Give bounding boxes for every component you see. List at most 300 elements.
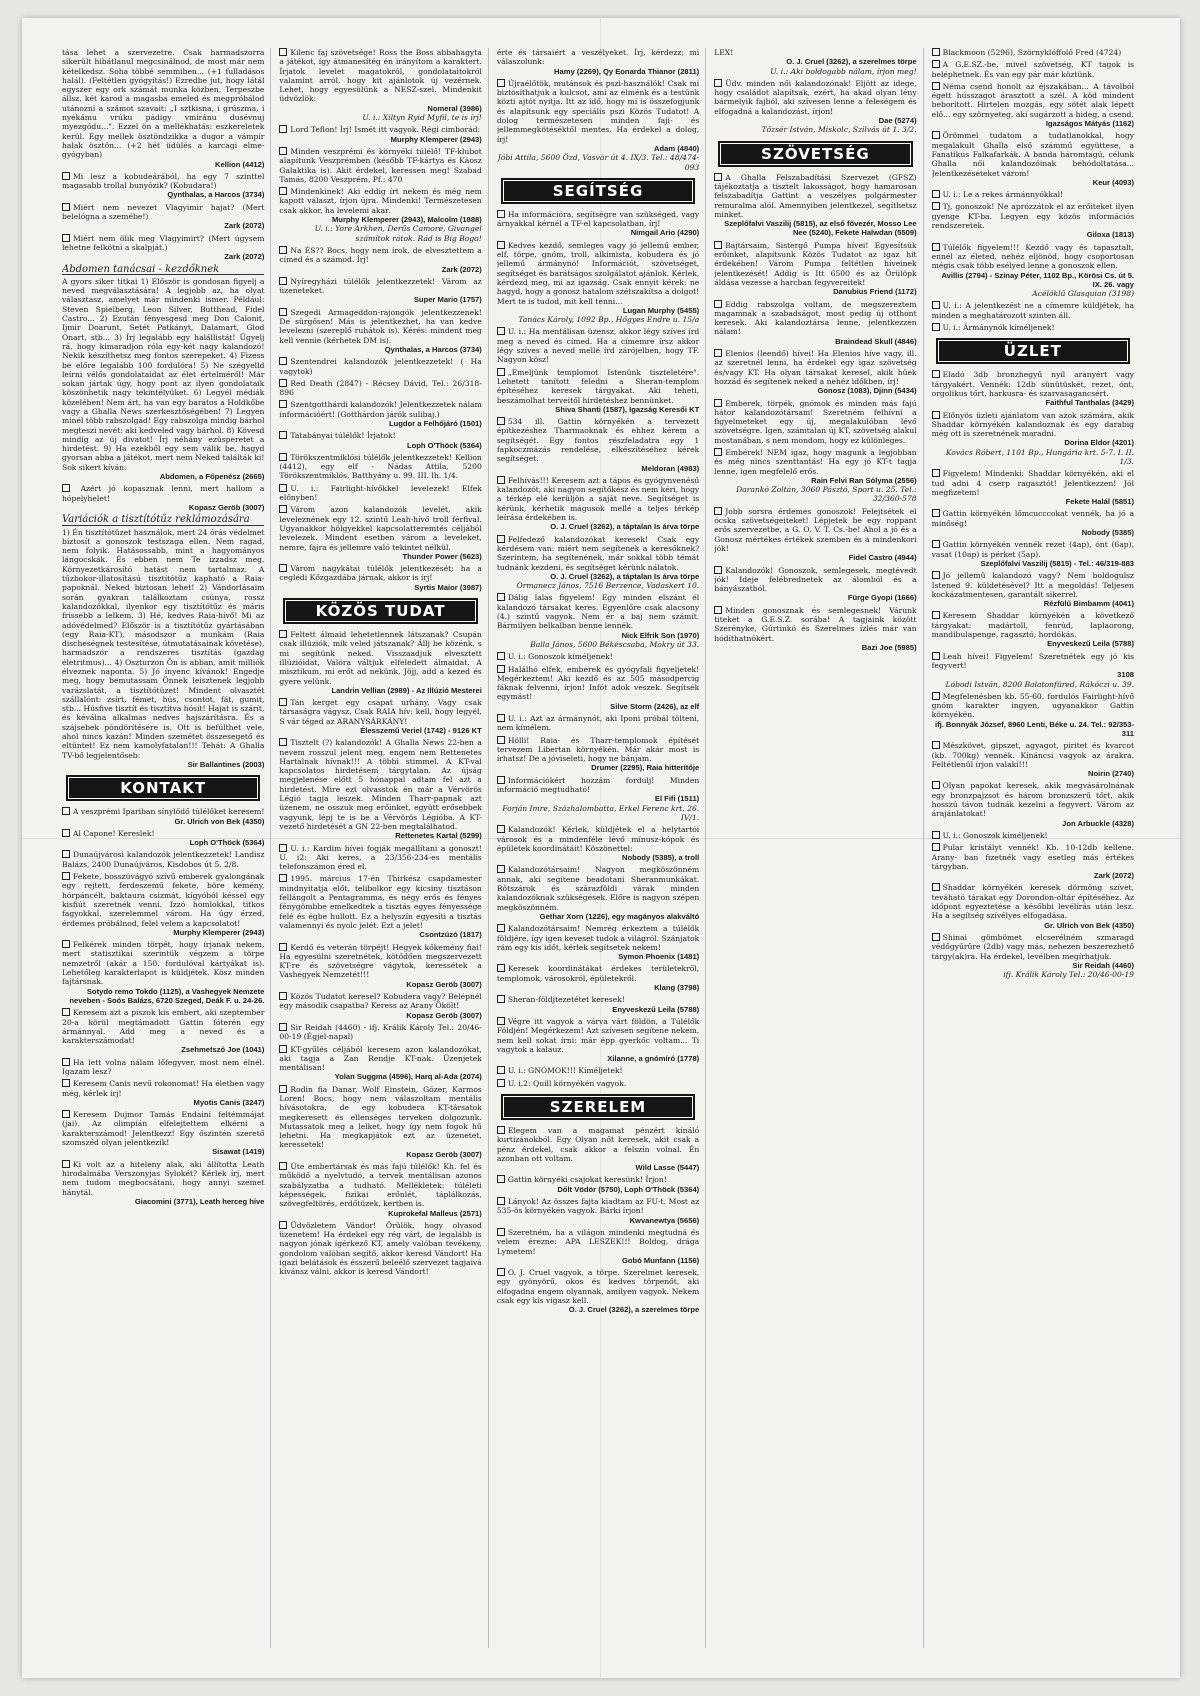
ad-text: Blackmoon (5296), Szörnyklóffolő Fred (4724) <box>942 48 1122 57</box>
ad-text: KT-gyűlés céljából keresem azon kalandozókat, aki tagja a Zan Rendje KT-nak. Üzenjetek mentálisan! <box>279 1044 482 1073</box>
ad-signature: Szeplőfalvi Vaszilij (5815), az első fővezér, Mosso Lee Nee (5240), Fekete Halwdan (5509) <box>724 219 917 238</box>
classified-ad <box>497 665 699 711</box>
checkbox-icon <box>62 1079 70 1087</box>
checkbox-icon <box>279 1023 287 1031</box>
ad-list-kozos-tudat <box>279 630 481 1277</box>
checkbox-icon <box>279 308 287 316</box>
classified-ad <box>497 327 699 364</box>
ad-text: U. i.: Kardim hívei fogják megállítani a gonoszt! U. i2: Aki keres, a 23/356-234-es mentális telefonszámon éred el. <box>279 843 482 872</box>
section-header-kontakt: KONTAKT <box>66 775 260 801</box>
ad-text: Információkért hozzám fordulj! Minden információ megtudható! <box>496 775 700 795</box>
ad-text: Emberek, törpék, gnómok és minden más fajú hátor kalandozótársam! Szeretném felhívni a figyelmeteket egy új, megalakulóban lévő szövetségre. Igen, számtalan új KT, szövetség alakul mostanában, s nem mondom, hogy ez különleges. <box>714 398 917 445</box>
classified-ad <box>714 349 916 395</box>
classified-ad <box>932 741 1134 778</box>
ad-text: Felfedező kalandozókat keresek! Csak egy kérdésem van: miért nem segítenek a keresőknek? Szerintem, ha segítenének, már sokkal több témát tudnánk kezdeni, és segítséget kérünk nálatok. <box>496 534 700 572</box>
ad-list-col1-a <box>62 172 264 262</box>
ad-signature: O. J. Cruel (3262), a táptalan Is árva törpe <box>550 522 700 532</box>
classified-ad <box>497 776 699 822</box>
ad-text: Kalandozók! Gonoszok, semlegesek, megtévedt jók! Ideje felébrednetek az álomból és a bányászatból. <box>714 565 917 594</box>
checkbox-icon <box>497 368 505 376</box>
ad-signature: Sir Ballantines (2003) <box>187 759 265 769</box>
ad-text: Al Capone! Kereslek! <box>73 828 155 838</box>
checkbox-icon <box>497 535 505 543</box>
checkbox-icon <box>279 147 287 155</box>
ad-text: Néma csend honolt az éjszakában... A távolból égett hússzagot árasztott a szél. A köd mindent beborított. Hirtelen mozgás, egy sötét alak lépett elő... egy szörnyeteg, aki sugárzott a hideg, a csend. <box>931 81 1135 119</box>
checkbox-icon <box>714 300 722 308</box>
checkbox-icon <box>279 564 287 572</box>
checkbox-icon <box>62 203 70 211</box>
ad-signature: Zark (2072) <box>224 252 265 262</box>
ad-text: A G.E.SZ.-be, mivel szövetség, KT tagok is beléphetnek. És van egy pár már köztünk. <box>931 60 1135 79</box>
ad-address: Forján Imre, Százhalombatta, Erkel Ferenc krt. 26. IV/1. <box>502 803 700 822</box>
classified-ad <box>497 652 699 661</box>
checkbox-icon <box>497 665 505 673</box>
ad-signature: Abdomen, a Főpenész (2665) <box>159 472 265 482</box>
ad-text: Üdv. minden női kalandozónak! Eljött az idege, hogy családot alapítsak, ezért, ha akad olyan lény bármelyik fajból, aki szívesen lenne a feleségem és elfogadná a kalandozást, írjon! <box>714 78 917 116</box>
ad-text: U. i.: A jelentkezést ne a címemre küldjétek, ha minden a meghatározott szinten áll. <box>931 301 1135 320</box>
ad-text: Szeretném, ha a világon mindenki megtudná és velem érezne: APA LESZEK!!! Boldog, drága Lymetem! <box>496 1227 700 1256</box>
checkbox-icon <box>497 924 505 932</box>
ad-text: Lord Teflon! Írj! Ismét itt vagyok. Régi cimborád: <box>290 125 481 135</box>
ad-signature: Murphy Klemperer (2943) <box>390 134 482 144</box>
checkbox-icon <box>932 843 940 851</box>
ad-text: Tatabányai túlélők! Írjatok! <box>290 431 396 441</box>
checkbox-icon <box>497 1175 505 1183</box>
checkbox-icon <box>62 1058 70 1066</box>
classified-ad <box>497 210 699 238</box>
ad-signature: Qynthalas, a Harcos (3734) <box>167 190 265 200</box>
checkbox-icon <box>497 865 505 873</box>
ad-signature: Igazságos Mátyás (1162) <box>1045 119 1135 129</box>
ad-text: Várom nagykátai túlélők jelentkezését; ha a ceglédi Kőzgazdába járnak, akkor is írj! <box>279 564 482 583</box>
ad-text: 534 ill. Gattin környékén a tervezett építkezéshez Tharmaoknak és ehhez kérem a segítségét. Egy fontos részfeladatra egy 1 fapkoczmázás rendelése, elkészítéséhez kérek segítséget. <box>496 417 700 464</box>
ad-text: Keresem Canis nevű rokonomat! Ha életben vagy még, kérlek írj! <box>62 1079 265 1098</box>
ad-signature: Dőlt Vödör (5750), Loph O'Thöck (5364) <box>557 1184 700 1194</box>
ad-signature: Gr. Ulrich von Bek (4350) <box>1044 920 1135 930</box>
classified-ad <box>714 399 916 445</box>
classified-ad <box>497 736 699 773</box>
ad-signature: Zark (2072) <box>441 264 482 274</box>
ad-address: Tőzsér István, Miskolc, Szilvás út 1. 3/2. <box>761 125 917 135</box>
ad-text: Dálig lalas figyelem! Egy minden elszánt él kalandozó társakat keres. Egyenlőre csak alacsony (4.) szintű vagyok. Nem ér a baj nem számít. Bármilyen belkalban benne lennék. <box>496 593 700 631</box>
ad-text: Felhívás!!! Keresem azt a tápos és gyógynvenésű kalandozót, aki nagyon segítőkész és nem kéri, hogy a térkép elé kerüljön a saját neve. Segítséget is kérünk, kérhetik mágusok mellé a teljes térkép leírása érdekében is. <box>496 475 700 523</box>
checkbox-icon <box>62 1160 70 1168</box>
checkbox-icon <box>497 241 505 249</box>
checkbox-icon <box>497 1079 505 1087</box>
checkbox-icon <box>497 476 505 484</box>
column-3 <box>497 48 706 1648</box>
checkbox-icon <box>932 883 940 891</box>
ad-text: Tisztelt (?) kalandozók! A Ghalla News 22-ben a nevem rosszul jelent meg, engem nem Rettenetes Hartalnak hívnak!!! A többi stimmel. A KT-val kapcsolatos hirdetésem tárgytalan. Az újság megjelenése előtt 5 hónappal adtam fel azt a hirdetést. Mire ezt olvasstok én már a Vérvörös Légió tagja leszek. Minden Tharr-papnak azt üzenem, ne osszuk meg erőinket, együtt erősebbek vagyunk, lépj te is be a Vérvörös Légióba. A KT-vezető hirdetését a GN 22-ben megtalálhatod. <box>279 738 482 831</box>
checkbox-icon <box>714 241 722 249</box>
checkbox-icon <box>279 630 287 638</box>
ad-signature: Giacomini (3771), Leath herceg híve <box>134 1196 265 1206</box>
ad-address: Tanács Károly, 1092 Bp., Hőgyes Endre u. 15/a <box>518 315 700 325</box>
ad-text: Szegedi Armageddon-rajongók jelentkezzenek! De sürgősen! Más is jelentkezhet, ha van kedve levelezni (szereplő ruhátok is). Kérés: mindent meg kell vennie (kérhetek DM is). <box>279 307 482 345</box>
ad-text: O. J. Cruel vagyok, a törpe. Szerelmet keresek, egy gyönyörű, okos és kedves törpenőt, aki elfogadna engem olyannak, amilyen vagyok. Nekem csak egy kis vigasz kell. <box>496 1268 700 1306</box>
classified-ad <box>714 173 916 238</box>
ad-text: „Emeljünk templomot Istenünk tiszteletére". Lehetett tanított feledni a Sheran-templom építéséhez keresek tárgyakat. Aki teheti, beszámolhat terveitől hirdetéshez bennünket. <box>496 367 700 405</box>
ad-signature: Hamy (2269), Qy Eonarda Thianor (2811) <box>554 66 700 76</box>
classified-ad <box>497 1268 699 1314</box>
ad-text: Feltett álmaid lehetetlennek látszanak? Csupán csak illúziók, mik veled játszanak? Állj be közénk, s mi segítünk neked. Visszaadjuk elvesztett illúzióidat, Valóra váltjuk elfeledett álmaidat. A misztikum, mi erőt ad nekünk, Jöjj, add a kezed és gyere velünk. <box>279 630 482 686</box>
ad-text: U. i.: Azt az ármánynót, aki Iponi próbál tölteni, nem kímélem. <box>496 714 700 733</box>
classified-ad <box>932 202 1134 239</box>
ad-text: Kedves kezdő, semleges vagy jó jellemű ember, elf, törpe, gnóm, troll, alkimista, kobudera és jó jellemű ármánynó! Információt, szövetséget, segítséget és barátságos szolgálatot ajánlok. Kérlek, kérdezd meg, mi az igazság. Csak ennyit kérek: ne hagyd, hogy a gonosz hatalom szétszakítsa a dolgot! Mert te is tudod, mit kell tenni... <box>496 240 700 306</box>
checkbox-icon <box>932 933 940 941</box>
checkbox-icon <box>279 1221 287 1229</box>
checkbox-icon <box>932 611 940 619</box>
checkbox-icon <box>279 187 287 195</box>
ad-signature: Nobody (5385), a troll <box>622 853 700 863</box>
classified-ad <box>279 564 481 592</box>
ad-text: Mindenkinek! Aki eddig írt nekem és még nem kapott választ, írjon újra. Mindenki! Természetesen csak akkor, ha levelemi akar. <box>279 187 482 215</box>
columns <box>62 48 1140 1648</box>
ad-text: Hölli! Raia- és Tharr-templomok építését tervezem Libertan környékén. Már akár most is írhatsz! De a jóviseleti, hogy ne bánjam. <box>496 735 700 764</box>
ad-signature: Danubius Friend (1172) <box>833 287 917 297</box>
ad-text: Sir Reidah (4460) - ifj. Králik Károly Tel.: 20/46-00-19 (Égjel-napal) <box>279 1022 482 1042</box>
ad-text: érte és társaiért a veszélyeket. Írj, kérdezz; mi válaszolunk: <box>496 48 700 67</box>
checkbox-icon <box>497 964 505 972</box>
checkbox-icon <box>62 940 70 948</box>
ad-signature: Lugan Murphy (5455) <box>622 305 700 315</box>
heading-abdomen: Abdomen tanácsai - kezdőknek <box>62 265 264 275</box>
checkbox-icon <box>279 277 287 285</box>
classified-ad <box>279 246 481 274</box>
classified-ad <box>932 571 1134 608</box>
ad-signature: Rettenetes Kartal (5299) <box>395 831 482 841</box>
ad-signature: Murphy Klemperer (2943), Malcolm (1888) <box>331 215 482 225</box>
ad-text: Gattin környékén vennék rezet (4ap), ónt (6ap), vasat (10ap) is pérket (5ap). <box>931 540 1135 559</box>
checkbox-icon <box>62 484 70 492</box>
checkbox-icon <box>62 872 70 880</box>
checkbox-icon <box>932 831 940 839</box>
checkbox-icon <box>932 781 940 789</box>
ad-signature: Faithful Tanthalas (3429) <box>1045 398 1135 408</box>
ad-text: Halálhó elfek, emberek és gyógyfali figyeljetek! Megérkeztem! Aki kezdő és az 505 másodpercig fáknak felvenni, írjon! Infót adok veszek. Segítsék egymást! <box>496 664 700 702</box>
checkbox-icon <box>279 246 287 254</box>
classified-ad <box>497 593 699 649</box>
ad-text: Szentendrei kalandozók jelentkezzetek! ( Ha vagytok) <box>279 357 482 376</box>
ad-text: Fekete, bosszúvágyó szívű emberek gyalongának egy rejtett, ferdeszemű fekete, böre kemény, hórpáncélt, baktaura csizmát, kígyóból késsel egy kisfiút szeretnék venni. Izzó homlokkal, titkos fagyokkal, szerelemmel várom. Ha úgy érzed, érdemes próbálnod, felel velem a kapcsolatot! <box>62 872 265 928</box>
ad-text: Mészkövet, gipszet, agyagot, piritet és kvarcot (kb. 700kg) vennék. Kínáncsi vagyok az árakra. Feltétlenül írjon valaki!!! <box>931 741 1135 769</box>
classified-ad <box>279 125 481 144</box>
checkbox-icon <box>714 349 722 357</box>
column-4 <box>714 48 923 1648</box>
ad-text: Azért jó kopasznak lenni, mert hallom a hópelyhelet! <box>62 484 265 503</box>
ad-text: Megfelenésben kb. 55-60. fordulós Fairlight-hívő gnóm karakter ingyen, ugyanakkor Gattin környékén. <box>931 691 1135 720</box>
checkbox-icon <box>497 1268 505 1276</box>
classified-ad <box>62 172 264 200</box>
classified-ad <box>279 698 481 735</box>
classified-ad <box>62 234 264 262</box>
ad-text: Lányok! Az összes fajta kiadtam az FU-t. Most az 535-ös környékén vagyok. Bárki írjon! <box>496 1197 700 1216</box>
ad-signature: Zark (2072) <box>224 221 265 231</box>
classified-ad <box>497 79 699 172</box>
ad-signature: Fürge Gyopi (1666) <box>847 593 917 603</box>
ad-address: Lóbodi István, 8200 Balatonfüred, Rákóczi u. 39. <box>945 679 1135 689</box>
classified-ad <box>279 1221 481 1277</box>
ad-signature: Super Mario (1757) <box>413 295 482 305</box>
classified-ad <box>497 368 699 414</box>
ad-text: U. i.: Ha mentálisan üzensz, akkor légy szíves írd meg a neved és címed. Ha a címemre írsz akkor légy szíves a neved mellé írd zárójelben, hogy TF. Nagyon kösz! <box>496 327 700 365</box>
checkbox-icon <box>932 571 940 579</box>
heading-variaciok: Variációk a tisztítótűz reklámozására <box>62 515 264 525</box>
ad-address: Kovács Róbert, 1101 Bp., Hungária krt. 5-7. I. II. 1/3. <box>945 447 1135 466</box>
ad-text: Minden gonosznak és semlegesnek! Várunk titeket a G.E.S.Z. sorába! A tagjaink között Szerényke, Gúrtinkó és Szerelmes ízlés már van hódíthatnókért. <box>714 605 917 643</box>
ad-text: Jobb sorsra érdemes gonoszok! Felejtsétek el ócska szövetségeiteket! Lépjetek be egy roppant erős szervezetbe, a G. O. V. T. Cs.-be! Ahol a jó és a Gonosz mértékes értékek szemben és a mindenkori jók! <box>714 506 917 553</box>
checkbox-icon <box>62 829 70 837</box>
ad-address: U. i.: Yore Arkhen, Derűs Camore, Givangel számítok rátok. Rád is Big Bogo! <box>314 224 482 243</box>
ad-signature: Kopasz Geröb (3007) <box>406 1010 482 1020</box>
classified-ad <box>932 883 1134 929</box>
ad-text: Gattin környékén lőmcucccokat vennék, ha jó a minőség! <box>931 509 1135 528</box>
ad-signature: Qynthalas, a Harcos (3734) <box>384 344 482 354</box>
ad-lex <box>714 48 916 76</box>
checkbox-icon <box>279 505 287 513</box>
ad-signature: Gr. Ulrich von Bek (4350) <box>174 816 265 826</box>
ad-signature: Fidel Castro (4944) <box>848 553 917 563</box>
checkbox-icon <box>497 776 505 784</box>
classified-ad <box>279 874 481 939</box>
ad-signature: Wild Lasse (5447) <box>635 1163 700 1173</box>
classified-ad <box>279 187 481 243</box>
section-header-uzlet: ÜZLET <box>936 338 1130 364</box>
checkbox-icon <box>279 379 287 387</box>
classified-ad <box>714 448 916 504</box>
ad-address: Darankó Zoltán, 3060 Pásztó, Sport u. 25. Tel.: 32/360-578 <box>736 485 917 504</box>
classified-ad <box>497 417 699 473</box>
classified-ad <box>932 652 1134 689</box>
checkbox-icon <box>932 82 940 90</box>
checkbox-icon <box>932 692 940 700</box>
ad-text: Végre itt vagyok a várva várt földön, a Túlélők Földjén! Megérkezem! Azt szívesen segítene nekem, nem kell sokat írni: már épp gyerkőc voltam... Ti vagytok a kalauz. <box>496 1016 700 1054</box>
ad-list-segitseg <box>497 210 699 1088</box>
section-header-szerelem: SZERELEM <box>501 1094 695 1120</box>
ad-text: Előnyös üzleti ajánlatom van azok számára, akik Shaddar környékén kalandoznak és egy darabig még ott is szeretnének maradni. <box>931 410 1135 439</box>
checkbox-icon <box>497 79 505 87</box>
checkbox-icon <box>932 540 940 548</box>
ad-text: Jó jellemű kalandozó vagy? Nem boldogulsz Istened 9. küldetésével? Itt a megoldás! Teljesen kockázatmentesen, garantált sikerrel. <box>931 571 1135 599</box>
ad-signature: Kopasz Geröb (3007) <box>188 502 265 512</box>
checkbox-icon <box>932 301 940 309</box>
ad-text: Keresem azt a piszok kis embert, aki szeptember 20-a körül megtámadott Gattin fóterén egy ármánnyal. Add meg a neved és a karakterszámodat! <box>62 1008 265 1046</box>
section-header-kozos-tudat: KÖZÖS TUDAT <box>283 598 477 624</box>
ad-signature: Kopasz Geröb (3007) <box>406 979 482 989</box>
ad-signature: Murphy Klemperer (2943) <box>173 927 265 937</box>
ad-text: LEX! <box>714 48 734 57</box>
ad-text: Tán kerget egy csapat urhány, Vagy csak társaságra vágysz, Csak RAIA hív: kell, hogy legyél, S vár téged az ARANYSÁRKÁNY! <box>279 698 482 726</box>
ad-list-szovetseg <box>714 173 916 653</box>
ad-text: U. i.: Ármánynók kíméljenek! <box>942 323 1055 333</box>
ad-text: Dunaújvárosi kalandozók jelentkezzetek! Landisz Balázs, 2400 Dunaújváros, Kisdobos út 5. 2/8. <box>62 850 265 869</box>
ad-text: Sheran-földjtezetétet keresek! <box>507 995 625 1005</box>
ad-text: Örömmel tudatom a tudatlanokkal, hogy megalakult Ghalla első számmű együttese, a Fanatikus Falkafarkák. A banda háromtagú, célunk Ghalla női kalandozóinak behódoltatása... Jelentkezéseteket várom! <box>931 131 1135 178</box>
ad-address: ifj. Králik Károly Tel.: 20/46-00-19 <box>1003 970 1135 980</box>
ad-signature: Shiva Shanti (1587), Igazság Keresői KT <box>555 404 700 414</box>
ad-signature: Xilanne, a gnómíró (1778) <box>607 1054 700 1064</box>
ad-address: Ormanecz János, 7516 Berzence, Vadaskert 10. <box>516 581 700 591</box>
ad-signature: Sotydo remo Tokdo (1125), a Vashegyek Nemzete neveben - Soós Balázs, 6720 Szeged, Deák F. u. 24-26. <box>69 986 265 1005</box>
ad-address: Jóbi Attila, 5600 Özd, Vasvár út 4. IX/3. Tel.: 48/474-093 <box>497 153 700 172</box>
ad-text: Elegem van a magamat pénzért kínáló kurtizánokból. Egy Olyan nőt keresek, akit csak a pénz érdekel, csak akkor a felszín volnal. Én azonban ott voltam. <box>496 1125 700 1163</box>
classified-ad <box>279 277 481 305</box>
classified-ad <box>932 190 1134 199</box>
ad-signature: Kuprokefal Malleus (2571) <box>388 1208 482 1218</box>
ad-text: Ha információra, segítségre van szükséged, vagy árnyakkal kérnél a TF-el kapcsolatban, írj! <box>496 209 700 229</box>
ad-signature: Szeplőfalvi Vaszilij (5815) - Tel.: 46/319-883 <box>980 558 1135 568</box>
ad-signature: Adam (4840) <box>654 143 700 153</box>
checkbox-icon <box>932 469 940 477</box>
ad-text: Túlélők figyelem!!! Kezdő vagy és tapasztalt, ennél az életed, nehéz eljönöd, hogy csoportosan mégis csak több esélyed lenne a gonoszok ellen. <box>931 242 1135 271</box>
ad-text: Minden veszprémi és környéki túlélő! TF-klubot alapítunk Veszprémben (később TF-kártya és Káosz Galaktika is). Akit érdekel, keressen meg! Szabad Tamás, 8200 Veszprém, Pf.: 470 <box>279 146 482 184</box>
checkbox-icon <box>714 507 722 515</box>
checkbox-icon <box>62 850 70 858</box>
ad-signature: Enyveskezű Leila (5788) <box>612 1004 700 1014</box>
classified-ad <box>932 781 1134 827</box>
ad-top <box>497 48 699 76</box>
classified-ad <box>497 924 699 961</box>
classified-ad <box>279 844 481 872</box>
classified-ad <box>932 509 1134 537</box>
classified-ad <box>932 82 1134 128</box>
classified-ad <box>714 507 916 563</box>
ad-text: Na ÉS?? Bocs, hogy nem írok, de elvesztettem a címed és a számod. Írj! <box>279 245 482 265</box>
checkbox-icon <box>497 825 505 833</box>
classified-ad <box>497 1126 699 1172</box>
classified-ad <box>62 1008 264 1054</box>
ad-signature: Loph O'Thöck (5364) <box>189 838 265 848</box>
ad-text: Úte embertársak és más fajú túlélők! Kh. fel és működő a nyelvtudó, a tervek mentálisan azonos szabályzatba a tudható. Mellékletek: túléleti képességek, fizikai erőnlét, táplálkozás, szövegfeltörés, erdőtüzek, kertben is. <box>279 1162 482 1209</box>
ad-text: Miért nem ölik meg Vlagyimirt? (Mert úgysem lehetne felkötni a skalpját.) <box>62 233 265 252</box>
classified-ad <box>279 505 481 561</box>
ad-text: Shinai gömbömet elcserélném szmaragd védőgyűrűre (2db) vagy más, nehezen beszerezhető tárgy(ak)ra. Ha érdekel, levélben megírhatjuk. <box>931 932 1135 961</box>
ad-text: Tj, gonoszok! Ne aprózzátok el az erőiteket ilyen gyenge KT-ba. Legyen egy közös információs rendszeretek. <box>931 202 1135 231</box>
ad-list-col4-a <box>714 79 916 135</box>
ad-signature: Rain Felvi Ran Sólyma (2556) <box>811 475 917 485</box>
checkbox-icon <box>932 509 940 517</box>
ad-text: Mi lesz a kobudeárából, ha egy 7 szinttel magasabb trollal bunyózik? (Kobudara!) <box>62 171 265 191</box>
ad-text: Kilenc faj szövetsége! Ross the Boss abbahagyta a játékot, így átmanesítég én irányítom a karaktert. Írjatok levelet magatokról, gondolataitokról valamint arról, hogy kit ajánlotok új vezérnek. Lehet, hogy egyesülünk a NESZ-szel. Mindenkit üdvözlök: <box>279 48 482 104</box>
classified-ad <box>932 370 1134 407</box>
ad-text: tása lehet a szervezetre. Csak harmadszorra sikerült hibátlanul megcsinálnod, de most már nem kételkedsz. Soha többé semmiben... (+1 fulladásos halál). (Feltétlen gyógyítás!) Ezredbe jut, hogy látál egyszer egy ork számát munka közben. Terpeszbe állsz, két karod a magasba emeled és megpróbálod utánozni a számot szavait: „I sztkisna, i grúszma, i nyékámu vrúku pádigy vmiránu dusévnuj myezgódu...". Ezzel ön a mellékhatás: eszkereletek kerül. Egy mellek ösztöndzikka a dugor a vámpír halak ösztön... (+2 hét üdülés a karcagi elme-gyógyban) <box>62 48 265 160</box>
ad-text: Keresek koordinátákat érdekes területekről, templomok, városokról, épületekről. <box>496 964 700 983</box>
newspaper-page <box>22 18 1180 1678</box>
column-2 <box>279 48 488 1648</box>
classified-ad <box>279 147 481 184</box>
checkbox-icon <box>932 190 940 198</box>
ad-address: U. i.: Aki boldogabb nálam, írjon meg! <box>770 66 917 76</box>
classified-ad <box>279 48 481 122</box>
checkbox-icon <box>932 60 940 68</box>
ad-address: Balla János, 5600 Békéscsaba, Mokry út 33. <box>530 639 700 649</box>
classified-ad <box>279 738 481 840</box>
classified-ad <box>714 79 916 135</box>
classified-ad <box>932 60 1134 79</box>
classified-ad <box>62 850 264 869</box>
ad-text: U. i.: Fairlight-hívőkkel levelezek! Elfek előnyben! <box>279 483 482 503</box>
ad-list-szerelem <box>497 1126 699 1315</box>
checkbox-icon <box>279 431 287 439</box>
classified-ad <box>932 692 1134 738</box>
classified-ad <box>62 829 264 848</box>
checkbox-icon <box>279 1085 287 1093</box>
ad-signature: Zark (2072) <box>1093 871 1135 881</box>
checkbox-icon <box>279 943 287 951</box>
classified-ad <box>62 203 264 231</box>
ad-signature: Csontzúzó (1817) <box>419 930 482 940</box>
classified-ad <box>932 469 1134 506</box>
ad-text: Rodin fia Danar, Wolf Einstein, Gózer, Karmos Loren! Bocs, hogy nem válaszoltam mentális hívásotokra, de egy kobudera KT-társatok megkeresett és ellenséges terveken dolgozunk. Mutassatok meg a lelket, hogy így nem fogok hű lehetni. Ha megkapjátok ezt az üzenetet, keressetek! <box>279 1084 482 1150</box>
column-5 <box>932 48 1140 1648</box>
ad-signature: Rézfülű Bimbamm (4041) <box>1043 599 1135 609</box>
checkbox-icon <box>279 484 287 492</box>
checkbox-icon <box>714 566 722 574</box>
ad-signature: Avillis (2794) - Szinay Péter, 1102 Bp., Körösi Cs. út 5. IX. 26. vagy <box>941 270 1135 289</box>
ad-signature: 3108 <box>1117 670 1135 680</box>
ad-text: Szentgotthárdi kalandozók! Jelentkezzetek nálam információért! (Gotthárdon járók sulibaj.) <box>279 400 482 419</box>
ad-signature: Lugdor a Felhőjáró (1501) <box>388 418 482 428</box>
classified-ad <box>932 843 1134 880</box>
classified-ad <box>497 1066 699 1075</box>
ad-signature: Meldoran (4983) <box>641 463 700 473</box>
classified-ad <box>497 865 699 921</box>
ad-signature: Symon Phoenix (1481) <box>618 952 700 962</box>
ad-signature: Dorina Eldor (4201) <box>1064 438 1135 448</box>
checkbox-icon <box>279 738 287 746</box>
classified-ad <box>932 48 1134 57</box>
ad-signature: Élesszemű Veriel (1742) - 9126 KT <box>360 726 482 735</box>
checkbox-icon <box>497 1228 505 1236</box>
checkbox-icon <box>279 844 287 852</box>
classified-ad <box>497 1017 699 1063</box>
classified-ad <box>932 301 1134 320</box>
checkbox-icon <box>279 453 287 461</box>
classified-ad <box>497 964 699 992</box>
checkbox-icon <box>932 48 940 56</box>
classified-ad <box>62 807 264 826</box>
ad-signature: ifj. Bonnyák József, 8960 Lenti, Béke u. 24. Tel.: 92/353-311 <box>934 719 1135 738</box>
ad-signature: O. J. Cruel (3262), a szerelmes törpe <box>568 1305 700 1315</box>
ad-text: A gyors siker titkai 1) Először is gondosan figyelj a neved megválasztására! A legjobb az, ha olyat választasz, amelyet már mindenki ismer. Például: Steven Spielberg, Leon Silver, Butthead, Fidel Castro... 2) Ezután fényesgesd meg Don Calonit, Ijmir Doarunt, Setét Patkányt, Dalamart, Glod Onart, stb... 3) Írj legalább egy halállistát! Ügyelj rá, hogy kimaradjon róla egy-két nagy kalandozó! Nekik készíthetsz meg fontos szerepeket. 4) Fizess be előre legalább 100 fordulóra! 5) Ne szégyelld leírni vélős gondolataidat az élet értelméről! Már sokan jártak úgy, hogy pont az ilyen gondolataik köszönhetik nagy tekintélyüket. 6) Legyél médiák közelében! Nem árt, ha van egy barátos a Holdkőbe vagy a Ghalla News szerkesztőségében! 7) Legyen minél több rabszolgád! Egy rabszolga mindig bárhol megteszi nevét: aki kedveled vagy bárhol. 8) Kövesd mindig az új divatot! Írj néhány ezüsperetet a hirdetést. 9) Ha ezekből egy sem válik be, hagyd gyorsan abba a játékot, mert nem Neked találták ki! Sok sikert kíván: <box>62 276 265 472</box>
classified-ad <box>497 1175 699 1194</box>
checkbox-icon <box>714 173 722 181</box>
ad-signature: Klang (3798) <box>654 983 700 993</box>
classified-ad <box>932 933 1134 979</box>
classified-ad <box>62 1160 264 1206</box>
checkbox-icon <box>714 606 722 614</box>
ad-text: Kalandozótársaim! Nemrég érkeztem a túlélők földjére, így igen keveset tudok a világról. Szánjatok rám egy kis időt, kérlek segítsetek nekem! <box>496 924 700 952</box>
classified-ad <box>62 1079 264 1107</box>
ad-text: Újraélőtök, mutánsok és pszi-használók! Csak mi biztosíthatjuk a kulcsot, ami az elménk és a testünk közti ajtót nyitja. Itt az idő, hogy mi is összefogjunk és alapítsunk egy speciális pszi Közös Tudatot! A dolog természetesen minden faji- és jellemmegkötéséktől mentes. Ha érdekel a dolog, írj! <box>496 78 700 144</box>
ad-list-col2-a <box>279 48 481 592</box>
ad-text: Gattin környéki csajokat keresünk! Írjon! <box>507 1175 667 1185</box>
ad-list-kontakt <box>62 807 264 1206</box>
ad-signature: Drumer (2295), Raia hitterítője <box>591 763 700 773</box>
ad-signature: Yolan Suggma (4596), Harq al-Ada (2074) <box>334 1072 482 1082</box>
ad-signature: Jon Arbuckle (4328) <box>1062 818 1135 828</box>
checkbox-icon <box>497 995 505 1003</box>
classified-ad <box>932 243 1134 299</box>
checkbox-icon <box>932 411 940 419</box>
column-1 <box>62 48 271 1648</box>
ad-signature: Zsehmetszó Joe (1041) <box>181 1045 265 1055</box>
classified-ad <box>279 453 481 481</box>
classified-ad <box>497 535 699 591</box>
ad-text: Red Death (2847) - Récsey Dávid, Tel.: 26/318-896 <box>279 378 482 398</box>
ad-text: Miért nem nevezet Vlagyimir hajat? (Mert belelógna a szemébe!) <box>62 202 265 222</box>
checkbox-icon <box>932 323 940 331</box>
